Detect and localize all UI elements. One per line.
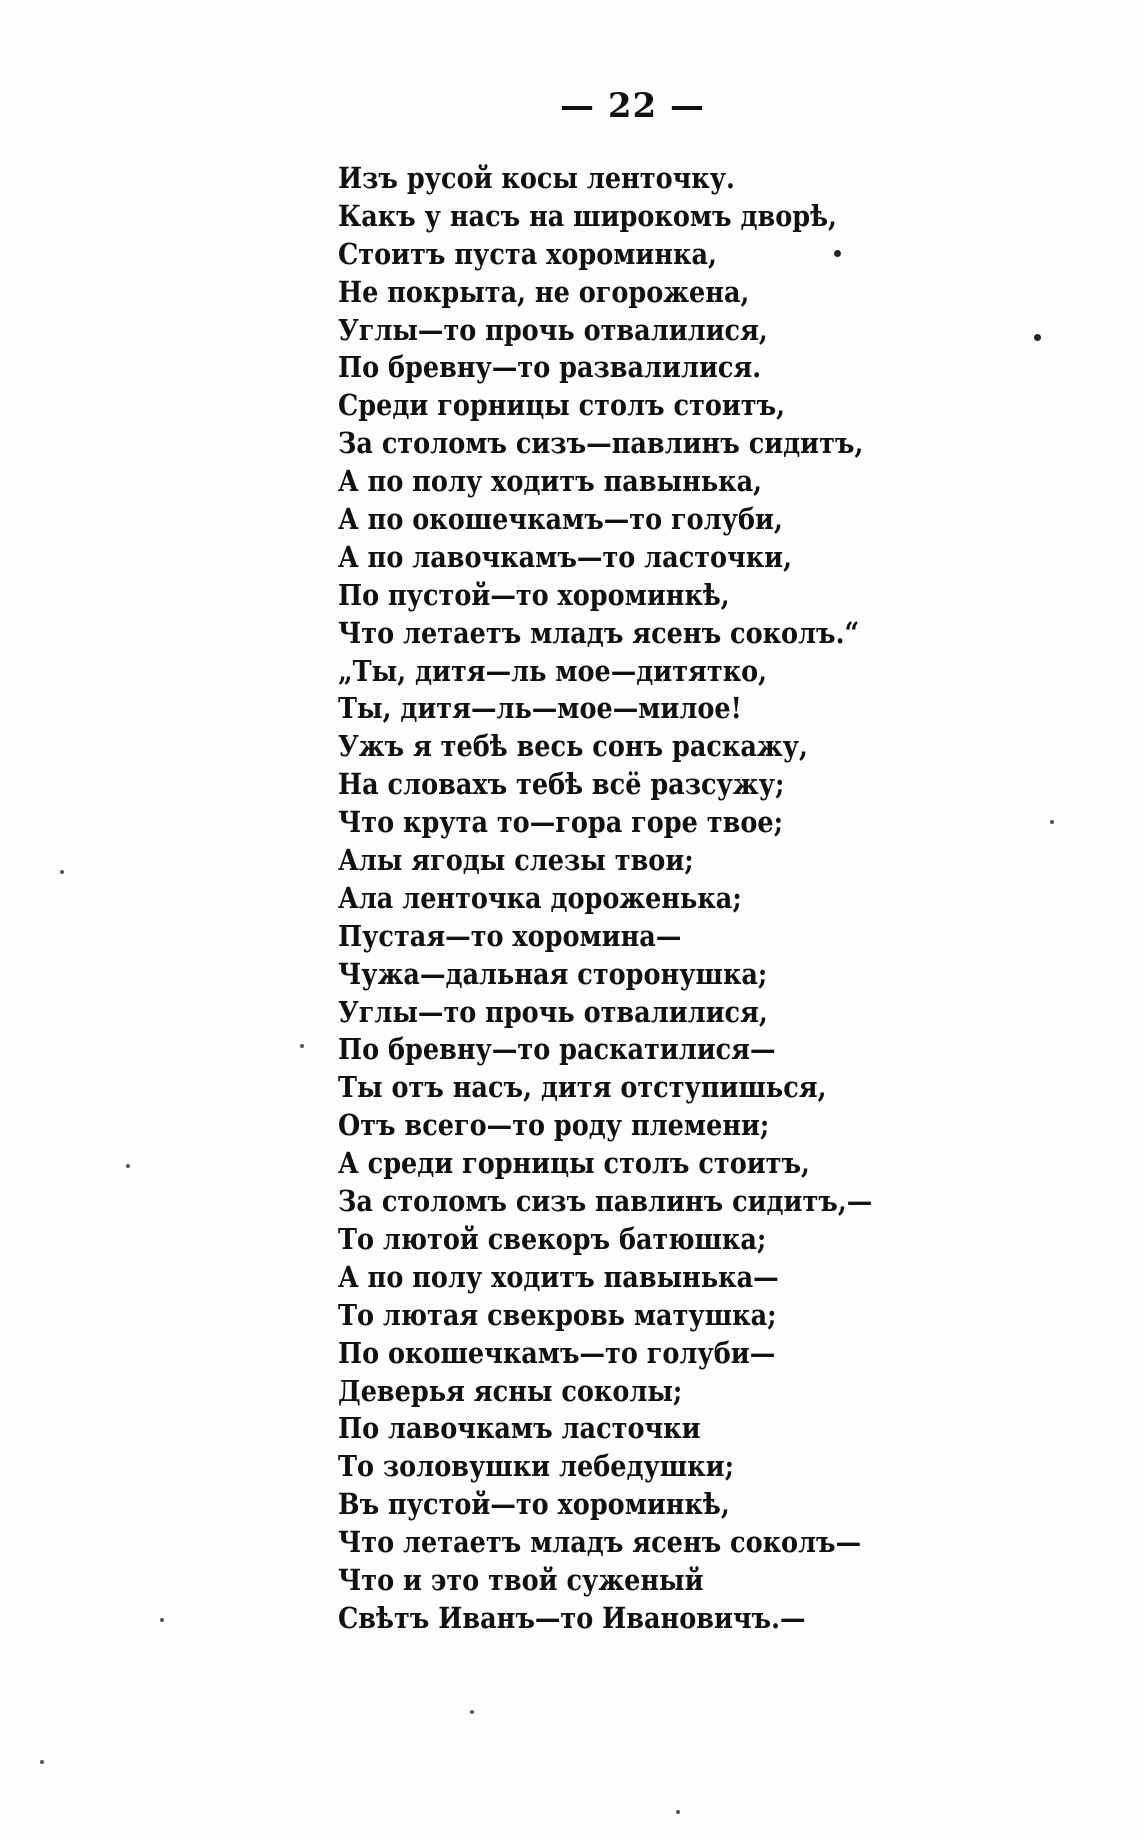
print-speck bbox=[126, 1164, 130, 1168]
poem-line: Пустая—то хоромина— bbox=[338, 918, 682, 953]
print-speck bbox=[300, 1044, 304, 1048]
print-speck bbox=[60, 870, 64, 874]
print-speck bbox=[1034, 334, 1041, 341]
poem-line: За столомъ сизъ павлинъ сидитъ,— bbox=[338, 1184, 873, 1219]
poem-line: Не покрыта, не огорожена, bbox=[338, 274, 750, 309]
poem-line: То лютой свекоръ батюшка; bbox=[338, 1221, 767, 1256]
poem-line: Алы ягоды слезы твои; bbox=[338, 843, 694, 878]
poem-line: Углы—то прочь отвалилися, bbox=[338, 994, 768, 1029]
poem-line: Чужа—дальная сторонушка; bbox=[338, 956, 768, 991]
print-speck bbox=[40, 1760, 44, 1764]
poem-line: То золовушки лебедушки; bbox=[338, 1449, 734, 1484]
poem-line: Что летаетъ младъ ясенъ соколъ.“ bbox=[338, 615, 860, 650]
poem-line: То лютая свекровь матушка; bbox=[338, 1297, 777, 1332]
print-speck bbox=[834, 250, 841, 257]
poem-line: А по лавочкамъ—то ласточки, bbox=[338, 539, 792, 574]
poem-line: Ужъ я тебѣ весь сонъ раскажу, bbox=[338, 729, 808, 764]
poem-line: Отъ всего—то роду племени; bbox=[338, 1108, 770, 1143]
page-number: — 22 — bbox=[560, 86, 705, 126]
poem-line: Что и это твой суженый bbox=[338, 1562, 704, 1597]
poem-line: По лавочкамъ ласточки bbox=[338, 1411, 701, 1446]
poem-line: По пустой—то хороминкѣ, bbox=[338, 577, 730, 612]
poem-line: Свѣтъ Иванъ—то Ивановичъ.— bbox=[338, 1600, 806, 1635]
poem-line: За столомъ сизъ—павлинъ сидитъ, bbox=[338, 426, 864, 461]
poem-line: Ты, дитя—ль—мое—милое! bbox=[338, 691, 742, 726]
poem-text bbox=[338, 160, 898, 1638]
poem-line: Какъ у насъ на широкомъ дворѣ, bbox=[338, 198, 837, 233]
poem-line: Деверья ясны соколы; bbox=[338, 1373, 683, 1408]
poem-line: Изъ русой косы ленточку. bbox=[338, 161, 735, 195]
poem-line: По бревну—то развалилися. bbox=[338, 350, 762, 385]
print-speck bbox=[160, 1618, 164, 1622]
print-speck bbox=[470, 1710, 474, 1714]
poem-line: А по окошечкамъ—то голуби, bbox=[338, 502, 783, 537]
poem-line: А по полу ходитъ павынька— bbox=[338, 1259, 779, 1294]
poem-line: Въ пустой—то хороминкѣ, bbox=[338, 1487, 730, 1522]
poem-line: На словахъ тебѣ всё разсужу; bbox=[338, 767, 785, 802]
poem-line: Углы—то прочь отвалилися, bbox=[338, 312, 768, 347]
poem-line: „Ты, дитя—ль мое—дитятко, bbox=[338, 653, 768, 688]
poem-line: Что летаетъ младъ ясенъ соколъ— bbox=[338, 1525, 862, 1560]
poem-line: А по полу ходитъ павынька, bbox=[338, 464, 763, 499]
poem-line: Ты отъ насъ, дитя отступишься, bbox=[338, 1070, 827, 1105]
poem-line: Стоитъ пуста хороминка, bbox=[338, 236, 717, 271]
poem-line: По бревну—то раскатилися— bbox=[338, 1032, 776, 1067]
poem-line: Что крута то—гора горе твое; bbox=[338, 805, 784, 840]
poem-line: Ала ленточка дороженька; bbox=[338, 880, 742, 915]
print-speck bbox=[676, 1810, 680, 1814]
poem-line: Среди горницы столъ стоитъ, bbox=[338, 388, 786, 423]
print-speck bbox=[1050, 820, 1054, 824]
poem-line: А среди горницы столъ стоитъ, bbox=[338, 1146, 810, 1181]
poem-line: По окошечкамъ—то голуби— bbox=[338, 1335, 776, 1370]
